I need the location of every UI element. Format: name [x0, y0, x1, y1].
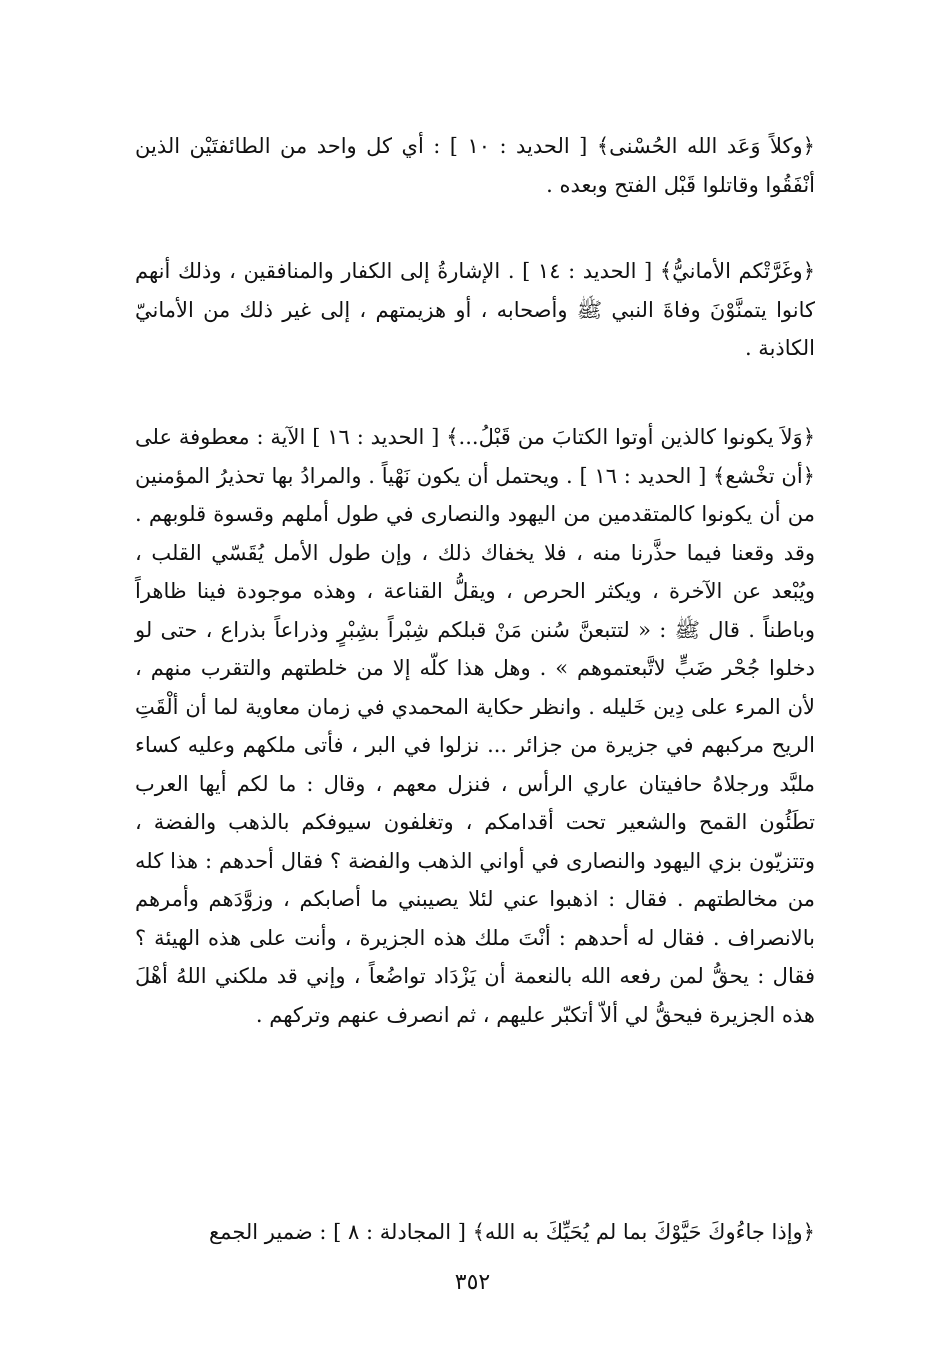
paragraph-4: ﴿وإذا جاءُوكَ حَيَّوْكَ بما لم يُحَيِّكَ به الله﴾ [ المجادلة : ٨ ] : ضمير الجمع	[209, 1220, 815, 1244]
paragraph-1: ﴿وكلاً وَعَد الله الحُسْنى﴾ [ الحديد : ١٠ ] : أي كل واحد من الطائفتَيْن الذين أنْفَقُوا وقاتلوا قَبْل الفتح وبعده .	[135, 134, 815, 197]
paragraph-3: ﴿وَلاَ يكونوا كالذين أوتوا الكتابَ من قَبْلُ...﴾ [ الحديد : ١٦ ] الآية : معطوفة على ﴿أن تخْشع﴾ [ الحديد : ١٦ ] . ويحتمل أن يكون نَهْياً . والمرادُ بها تحذيرُ المؤمنين من أن يكونوا كالمتقدمين من اليهود والنصارى في طول أملهم وقسوة قلوبهم . وقد وقعنا فيما حذَّرنا منه ، فلا يخفاك ذلك ، وإن طول الأمل يُقَسّي القلب ، ويُبْعد عن الآخرة ، ويكثر الحرص ، ويقلُّ القناعة ، وهذه موجودة فينا ظاهراً وباطناً . قال ﷺ : « لتتبعنَّ سُنن مَنْ قبلكم شِبْراً بشِبْرٍ وذراعاً بذراع ، حتى لو دخلوا جُحْر ضَبٍّ لاتَّبعتموهم » . وهل هذا كلّه إلا من خلطتهم والتقرب منهم ، لأن المرء على دِين خَليله . وانظر حكاية المحمدي في زمان معاوية لما أن ألْقَتِ الريح مركبهم في جزيرة من جزائر ... نزلوا في البر ، فأتى ملكهم وعليه كساء ملبَّد ورجلاهُ حافيتان عاري الرأس ، فنزل معهم ، وقال : ما لكم أيها العرب تطَئُون القمح والشعير تحت أقدامكم ، وتغلفون سيوفكم بالذهب والفضة ، وتتزيّون بزي اليهود والنصارى في أواني الذهب والفضة ؟ فقال أحدهم : هذا كله من مخالطتهم . فقال : اذهبوا عني لئلا يصيبني ما أصابكم ، وزوَّدَهم وأمرهم بالانصراف . فقال له أحدهم : أنْتَ ملك هذه الجزيرة ، وأنت على هذه الهيئة ؟ فقال : يحقُّ لمن رفعه الله بالنعمة أن يَزْدَاد تواضُعاً ، وإني قد ملكني اللهُ أهْلَ هذه الجزيرة فيحقُّ لي ألاّ أتكبّر عليهم ، ثم انصرف عنهم وتركهم .	[135, 425, 816, 1027]
page-number: ٣٥٢	[454, 1270, 491, 1295]
paragraph-2: ﴿وغَرَّتْكم الأمانيُّ﴾ [ الحديد : ١٤ ] . الإشارةُ إلى الكفار والمنافقين ، وذلك أنهم كانوا يتمنَّوْنَ وفاةَ النبي ﷺ وأصحابه ، أو هزيمتهم ، إلى غير ذلك من الأمانيّ الكاذبة .	[135, 259, 815, 360]
